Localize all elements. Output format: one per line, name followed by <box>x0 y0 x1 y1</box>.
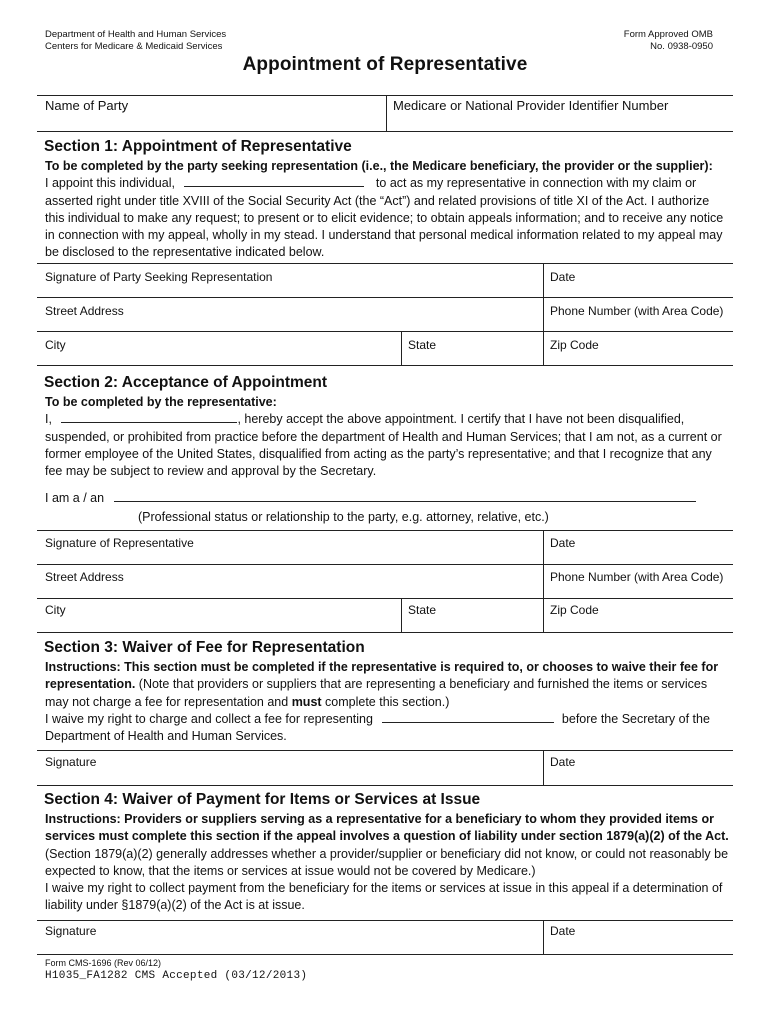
party-state-field[interactable]: State <box>408 338 437 352</box>
representative-city-field[interactable]: City <box>45 603 66 617</box>
acceptance-stamp: H1035_FA1282 CMS Accepted (03/12/2013) <box>45 970 308 982</box>
divider <box>37 365 733 366</box>
payment-waiver-signature-field[interactable]: Signature <box>45 924 97 938</box>
section-3-note: (Note that providers or suppliers that are representing a beneficiary and furnished the items or services <box>135 677 708 692</box>
party-city-field[interactable]: City <box>45 338 66 352</box>
professional-status-hint: (Professional status or relationship to the party, e.g. attorney, relative, etc.) <box>138 510 549 524</box>
section-3-instructions-cont: representation. <box>45 677 136 692</box>
party-zip-field[interactable]: Zip Code <box>550 338 599 352</box>
divider <box>543 530 544 632</box>
name-of-party-field[interactable]: Name of Party <box>45 98 129 113</box>
party-street-field[interactable]: Street Address <box>45 304 124 318</box>
representative-phone-field[interactable]: Phone Number (with Area Code) <box>550 570 724 584</box>
divider <box>37 95 733 96</box>
section-2-title: Section 2: Acceptance of Appointment <box>44 374 328 391</box>
section-2-body <box>45 394 745 480</box>
divider <box>37 530 733 531</box>
divider <box>37 263 733 264</box>
professional-status-input[interactable] <box>114 491 696 502</box>
section-4-line-6: liability under §1879(a)(2) of the Act is at issue. <box>45 898 305 913</box>
waive-fee-text-cont: before the Secretary of the <box>561 711 710 726</box>
appoint-text-cont: to act as my representative in connection with my claim or <box>375 176 697 191</box>
section-1-line-4: in connection with my appeal, wholly in my stead. I understand that personal medical information related to my appeal may <box>45 228 723 243</box>
representative-date-field[interactable]: Date <box>550 536 576 550</box>
section-4-instructions-cont: services must complete this section if the appeal involves a question of liability under section 1879(a)(2) of the Act. <box>45 829 729 844</box>
omb-approval <box>624 29 713 53</box>
divider <box>37 598 733 599</box>
section-3-instructions: Instructions: This section must be completed if the representative is required to, or chooses to waive their fee for <box>45 660 719 674</box>
section-1-line-5: be disclosed to the representative indicated below. <box>45 245 325 260</box>
representative-name-input[interactable] <box>184 176 364 187</box>
omb-line-2: No. 0938-0950 <box>650 41 713 52</box>
section-4-title: Section 4: Waiver of Payment for Items or Services at Issue <box>44 791 481 808</box>
section-2-line-2: suspended, or prohibited from practice before the department of Health and Human Services; that I am not, as a current or <box>45 429 722 444</box>
form-number: Form CMS-1696 (Rev 06/12) <box>45 958 162 968</box>
divider <box>37 297 733 298</box>
accept-text: I, <box>45 412 52 427</box>
payment-waiver-date-field[interactable]: Date <box>550 924 576 938</box>
section-2-line-4: fee may be subject to review and approval by the Secretary. <box>45 464 377 479</box>
section-4-line-3: (Section 1879(a)(2) generally addresses whether a provider/supplier or beneficiary did not know, or could not reasonably be <box>45 846 729 861</box>
representative-state-field[interactable]: State <box>408 603 437 617</box>
agency-line-1: Department of Health and Human Services <box>45 29 227 40</box>
divider <box>401 331 402 365</box>
section-3-body <box>45 659 745 745</box>
divider <box>37 632 733 633</box>
waive-fee-text: I waive my right to charge and collect a fee for representing <box>45 711 373 726</box>
section-3-note-cont: may not charge a fee for representation and <box>45 694 292 709</box>
page-title: Appointment of Representative <box>242 54 528 75</box>
identifier-field[interactable]: Medicare or National Provider Identifier Number <box>393 98 669 113</box>
divider <box>401 598 402 632</box>
accept-text-cont: , hereby accept the above appointment. I certify that I have not been disqualified, <box>237 412 685 427</box>
agency-header <box>45 29 226 53</box>
section-4-line-5: I waive my right to collect payment from the beneficiary for the items or services at issue in this appeal if a determination of <box>45 881 723 896</box>
fee-waiver-date-field[interactable]: Date <box>550 755 576 769</box>
iam-label: I am a / an <box>45 491 105 505</box>
representative-signature-field[interactable]: Signature of Representative <box>45 536 194 550</box>
divider <box>543 263 544 365</box>
divider <box>386 95 387 131</box>
section-2-line-3: former employee of the United States, disqualified from acting as the party’s representative; and that I recognize that any <box>45 446 712 461</box>
section-4-instructions: Instructions: Providers or suppliers serving as a representative for a beneficiary to whom they provided items or <box>45 812 714 826</box>
omb-line-1: Form Approved OMB <box>623 29 713 40</box>
agency-line-2: Centers for Medicare & Medicaid Services <box>45 41 223 52</box>
divider <box>37 920 733 921</box>
party-date-field[interactable]: Date <box>550 270 576 284</box>
party-phone-field[interactable]: Phone Number (with Area Code) <box>550 304 724 318</box>
waive-fee-text-end: Department of Health and Human Services. <box>45 729 287 744</box>
professional-status-row <box>45 490 696 507</box>
divider <box>37 750 733 751</box>
section-4-body <box>45 811 745 915</box>
section-1-line-2: asserted right under title XVIII of the Social Security Act (the “Act”) and related provisions of title XI of the Act. I authorize <box>45 193 710 208</box>
party-signature-field[interactable]: Signature of Party Seeking Representation <box>45 270 273 284</box>
divider <box>37 785 733 786</box>
section-1-title: Section 1: Appointment of Representative <box>44 138 352 155</box>
representative-zip-field[interactable]: Zip Code <box>550 603 599 617</box>
section-2-intro: To be completed by the representative: <box>45 395 277 409</box>
divider <box>543 750 544 785</box>
section-3-note-end: complete this section.) <box>321 694 450 709</box>
section-1-line-3: this individual to make any request; to present or to elicit evidence; to obtain appeals information; and to receive any notice <box>45 210 724 225</box>
section-3-title: Section 3: Waiver of Fee for Representation <box>44 639 365 656</box>
divider <box>37 564 733 565</box>
represented-party-input[interactable] <box>382 712 554 723</box>
divider <box>37 954 733 955</box>
divider <box>37 331 733 332</box>
section-3-must: must <box>291 694 322 709</box>
section-4-line-4: expected to know, that the items or services at issue would not be covered by Medicare.) <box>45 863 536 878</box>
divider <box>543 920 544 954</box>
section-1-body <box>45 158 745 262</box>
representative-street-field[interactable]: Street Address <box>45 570 124 584</box>
fee-waiver-signature-field[interactable]: Signature <box>45 755 97 769</box>
representative-name-input[interactable] <box>61 412 237 423</box>
appoint-text: I appoint this individual, <box>45 176 175 191</box>
divider <box>37 131 733 132</box>
section-1-intro: To be completed by the party seeking representation (i.e., the Medicare beneficiary, the provider or the supplier): <box>45 159 713 173</box>
